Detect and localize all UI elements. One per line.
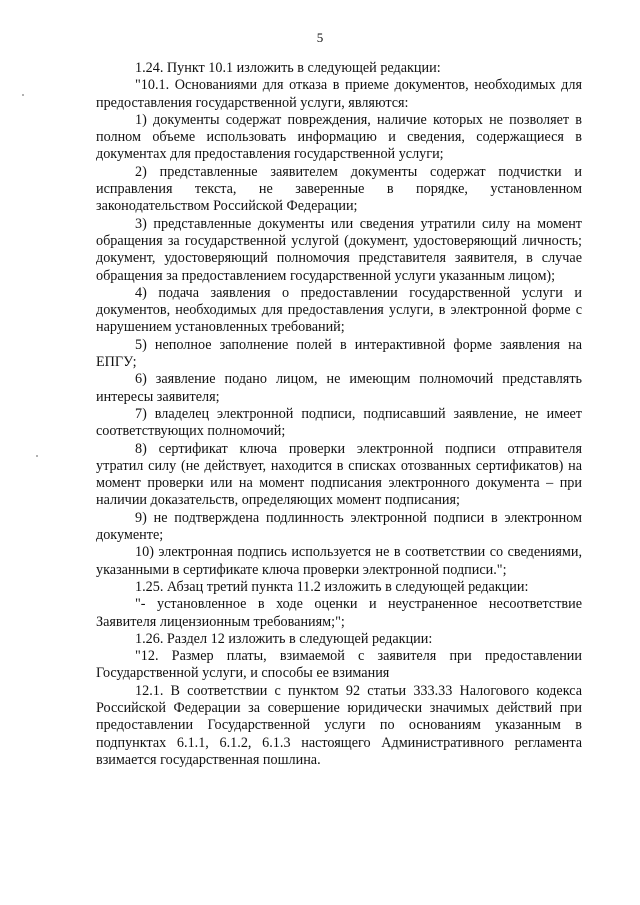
paragraph: 10) электронная подпись используется не в соответствии со сведениями, указанными в сертификате ключа проверки электронной подписи."; <box>96 544 582 578</box>
paragraph: 1.26. Раздел 12 изложить в следующей редакции: <box>135 630 433 647</box>
scan-speck <box>36 455 38 457</box>
paragraph: 5) неполное заполнение полей в интерактивной форме заявления на ЕПГУ; <box>96 336 582 371</box>
paragraph: 9) не подтверждена подлинность электронной подписи в электронном документе; <box>96 509 582 544</box>
paragraph: "- установленное в ходе оценки и неустраненное несоответствие Заявителя лицензионным требованиям;"; <box>96 596 582 630</box>
paragraph: "12. Размер платы, взимаемой с заявителя при предоставлении Государственной услуги, и способы ее взимания <box>96 648 582 682</box>
document-body <box>96 60 582 769</box>
paragraph: 3) представленные документы или сведения утратили силу на момент обращения за государственной услугой (документ, удостоверяющий личность; документ, удостоверяющий полномочия представителя заявителя, в случае обращения за предоставлением государственной услуги указанным лицом); <box>96 215 582 284</box>
paragraph: 6) заявление подано лицом, не имеющим полномочий представлять интересы заявителя; <box>96 371 582 405</box>
paragraph: 7) владелец электронной подписи, подписавший заявление, не имеет соответствующих полномочий; <box>96 405 582 440</box>
paragraph: 4) подача заявления о предоставлении государственной услуги и документов, необходимых для предоставления услуги, в электронной форме с нарушением установленных требований; <box>96 284 582 336</box>
paragraph: 12.1. В соответствии с пунктом 92 статьи 333.33 Налогового кодекса Российской Федерации за совершение юридически значимых действий при предоставлении Государственной услуги по основаниям указанным в подпунктах 6.1.1, 6.1.2, 6.1.3 настоящего Административного регламента взимается государственная пошлина. <box>96 682 582 768</box>
page-number: 5 <box>316 30 324 45</box>
paragraph: "10.1. Основаниями для отказа в приеме документов, необходимых для предоставления государственной услуги, являются: <box>96 77 582 111</box>
scan-speck <box>22 94 24 96</box>
paragraph: 1) документы содержат повреждения, наличие которых не позволяет в полном объеме использовать информацию и сведения, содержащиеся в документах для предоставления государственной услуги; <box>96 111 582 163</box>
paragraph: 1.25. Абзац третий пункта 11.2 изложить в следующей редакции: <box>135 578 529 595</box>
paragraph: 8) сертификат ключа проверки электронной подписи отправителя утратил силу (не действует, находится в списках отозванных сертификатов) на момент проверки или на момент подписания электронного документа – при наличии доказательств, определяющих момент подписания; <box>96 440 582 509</box>
paragraph: 2) представленные заявителем документы содержат подчистки и исправления текста, не заверенные в порядке, установленном законодательством Российской Федерации; <box>96 163 582 215</box>
paragraph: 1.24. Пункт 10.1 изложить в следующей редакции: <box>135 60 441 76</box>
